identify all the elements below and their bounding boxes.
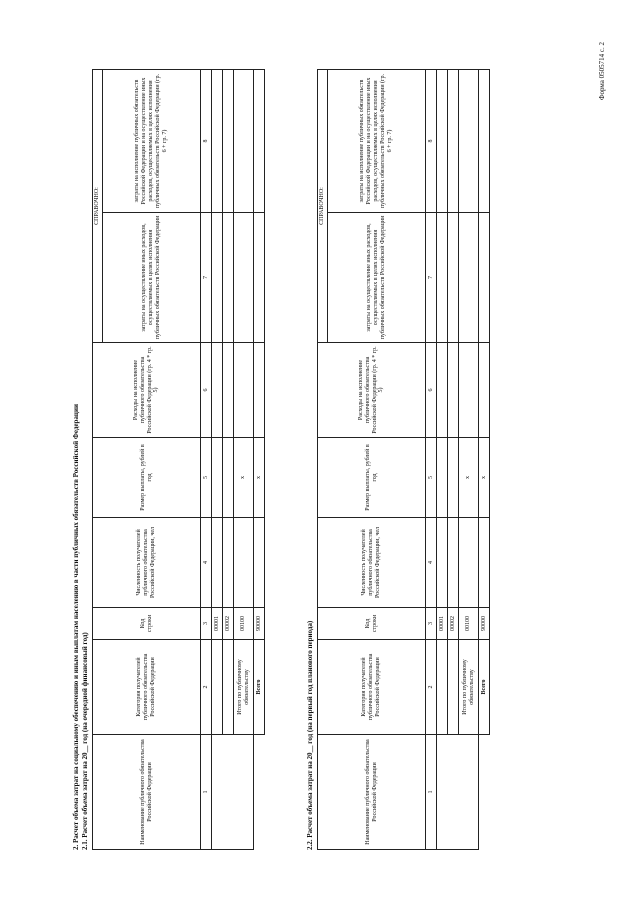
total-row [479,70,490,850]
header-expenses: Расходы на исполнение публичного обязательства Российской Федерации (гр. 4 * гр. 5) [93,343,201,438]
header-name: Наименование публичного обязательства Российской Федерации [93,735,201,850]
total-count-cell[interactable] [479,518,490,608]
expenses-cell[interactable] [437,343,448,438]
total-row [254,70,265,850]
total-expenses-cell[interactable] [479,343,490,438]
header-category: Категория получателей публичного обязательства Российской Федерации [318,640,426,735]
col-number-5: 5 [201,438,212,518]
category-cell[interactable] [212,640,223,735]
other-costs-cell[interactable] [437,213,448,343]
header-code: Код строки [318,608,426,640]
header-total-costs: затраты на исполнение публичных обязательств Российской Федерации и на осуществление иных расходов, осуществляемых в целях исполнения публичных обязательств Российской Федерации (гр. 6 + гр. 7) [103,70,201,213]
row-code: 00001 [212,608,223,640]
total-costs-cell[interactable] [437,70,448,213]
header-name: Наименование публичного обязательства Российской Федерации [318,735,426,850]
col-number-6: 6 [426,343,437,438]
row-code: 00002 [223,608,234,640]
subtotal-count-cell[interactable] [234,518,254,608]
total-total-costs-cell[interactable] [479,70,490,213]
total-other-costs-cell[interactable] [479,213,490,343]
total-cross: x [479,438,490,518]
header-other-costs: затраты на осуществление иных расходов, осуществляемых в целях исполнения публичных обязательств Российской Федерации [328,213,426,343]
count-cell[interactable] [437,518,448,608]
header-payment: Размер выплаты, рублей в год [318,438,426,518]
count-cell[interactable] [448,518,459,608]
table-heading-2-2: 2.2. Расчет объема затрат на 20__ год (на первый год планового периода) [306,620,314,850]
col-number-4: 4 [426,518,437,608]
other-costs-cell[interactable] [448,213,459,343]
obligation-name-cell[interactable] [437,735,479,850]
subtotal-cross: x [459,438,479,518]
total-count-cell[interactable] [254,518,265,608]
total-total-costs-cell[interactable] [254,70,265,213]
total-spacer-1 [479,735,490,850]
section-title: 2. Расчет объема затрат на социальному обеспечению и иным выплатам населению в части публичных обязательств Российской Федерации [72,403,80,850]
col-number-2: 2 [426,640,437,735]
subtotal-label: Итого по публичному обязательству [234,640,254,735]
payment-cell[interactable] [448,438,459,518]
payment-cell[interactable] [223,438,234,518]
col-number-5: 5 [426,438,437,518]
subtotal-code: 00100 [459,608,479,640]
header-count: Численность получателей публичного обязательства Российской Федерации, чел [93,518,201,608]
total-label: Всего [479,640,490,735]
total-cross: x [254,438,265,518]
expenses-cell[interactable] [448,343,459,438]
row-code: 00001 [437,608,448,640]
header-category: Категория получателей публичного обязательства Российской Федерации [93,640,201,735]
subtotal-total-costs-cell[interactable] [234,70,254,213]
count-cell[interactable] [223,518,234,608]
category-cell[interactable] [437,640,448,735]
other-costs-cell[interactable] [223,213,234,343]
category-cell[interactable] [223,640,234,735]
obligation-name-cell[interactable] [212,735,254,850]
table-2-2 [317,69,490,850]
col-number-1: 1 [201,735,212,850]
subtotal-total-costs-cell[interactable] [459,70,479,213]
header-code: Код строки [93,608,201,640]
header-reference: СПРАВОЧНО: [318,70,328,343]
subtotal-cross: x [234,438,254,518]
form-code: Форма 0505714 с. 2 [598,41,606,100]
header-expenses: Расходы на исполнение публичного обязательства Российской Федерации (гр. 4 * гр. 5) [318,343,426,438]
row-code: 00002 [448,608,459,640]
total-other-costs-cell[interactable] [254,213,265,343]
subtotal-row [234,70,254,850]
total-costs-cell[interactable] [448,70,459,213]
category-cell[interactable] [448,640,459,735]
table-row [212,70,223,850]
header-payment: Размер выплаты, рублей в год [93,438,201,518]
header-reference: СПРАВОЧНО: [93,70,103,343]
subtotal-expenses-cell[interactable] [234,343,254,438]
col-number-1: 1 [426,735,437,850]
table-heading-2-1: 2.1. Расчет объема затрат на 20__ год (на очередной финансовый год) [81,632,89,850]
count-cell[interactable] [212,518,223,608]
table-row [448,70,459,850]
subtotal-other-costs-cell[interactable] [234,213,254,343]
subtotal-label: Итого по публичному обязательству [459,640,479,735]
payment-cell[interactable] [437,438,448,518]
col-number-2: 2 [201,640,212,735]
subtotal-other-costs-cell[interactable] [459,213,479,343]
table-row [223,70,234,850]
total-code: 90000 [479,608,490,640]
subtotal-expenses-cell[interactable] [459,343,479,438]
total-code: 90000 [254,608,265,640]
header-count: Численность получателей публичного обязательства Российской Федерации, чел [318,518,426,608]
subtotal-count-cell[interactable] [459,518,479,608]
total-label: Всего [254,640,265,735]
col-number-8: 8 [201,70,212,213]
payment-cell[interactable] [212,438,223,518]
col-number-3: 3 [201,608,212,640]
col-number-7: 7 [426,213,437,343]
col-number-4: 4 [201,518,212,608]
table-2-1 [92,69,265,850]
subtotal-row [459,70,479,850]
expenses-cell[interactable] [212,343,223,438]
other-costs-cell[interactable] [212,213,223,343]
total-costs-cell[interactable] [212,70,223,213]
total-spacer-1 [254,735,265,850]
total-costs-cell[interactable] [223,70,234,213]
table-row [437,70,448,850]
col-number-3: 3 [426,608,437,640]
header-other-costs: затраты на осуществление иных расходов, осуществляемых в целях исполнения публичных обязательств Российской Федерации [103,213,201,343]
expenses-cell[interactable] [223,343,234,438]
subtotal-code: 00100 [234,608,254,640]
header-total-costs: затраты на исполнение публичных обязательств Российской Федерации и на осуществление иных расходов, осуществляемых в целях исполнения публичных обязательств Российской Федерации (гр. 6 + гр. 7) [328,70,426,213]
total-expenses-cell[interactable] [254,343,265,438]
rotated-sheet [70,70,590,850]
col-number-6: 6 [201,343,212,438]
col-number-8: 8 [426,70,437,213]
col-number-7: 7 [201,213,212,343]
